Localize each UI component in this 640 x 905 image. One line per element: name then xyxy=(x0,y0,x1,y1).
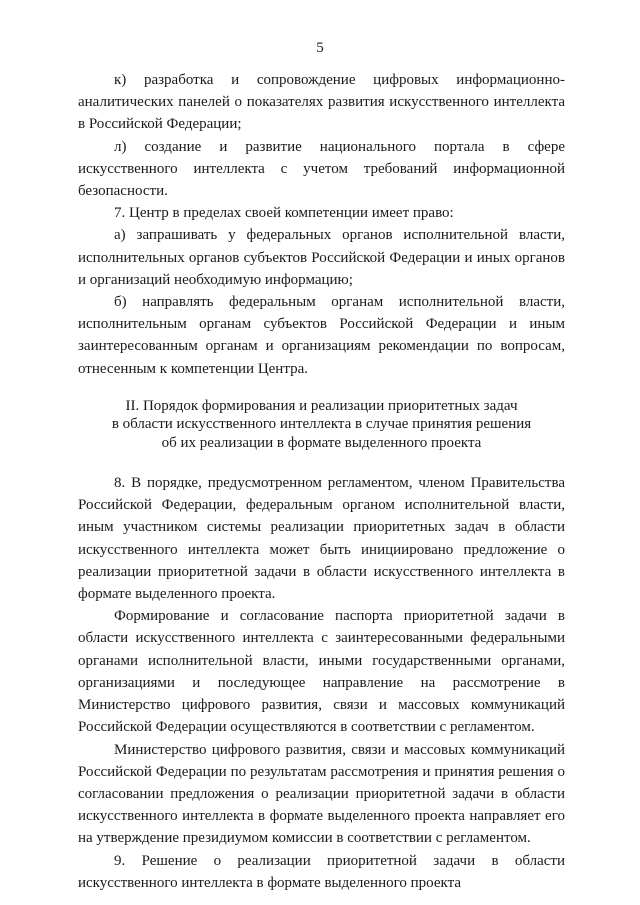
paragraph-k: к) разработка и сопровождение цифровых информационно-аналитических панелей о показателях развития искусственного интеллекта в Российской Федерации; xyxy=(78,72,565,133)
paragraph-ministry: Министерство цифрового развития, связи и массовых коммуникаций Российской Федерации по результатам рассмотрения и принятия решения о согласовании предложения о реализации приоритетной задачи в области искусственного интеллекта в формате выделенного проекта направляет его на утверждение президиумом комиссии в соответствии с регламентом. xyxy=(78,741,565,847)
paragraph-7b: б) направлять федеральным органам исполнительной власти, исполнительным органам субъектов Российской Федерации и иным заинтересованным органам и организациям рекомендации по вопросам, отнесенным к компетенции Центра. xyxy=(78,294,565,377)
section-heading-line-1: II. Порядок формирования и реализации приоритетных задач xyxy=(125,397,518,414)
paragraph-7: 7. Центр в пределах своей компетенции имеет право: xyxy=(114,205,454,222)
paragraph-passport: Формирование и согласование паспорта приоритетной задачи в области искусственного интеллекта с заинтересованными федеральными органами исполнительной власти, иными государственными органами, организациями и последующее направление на рассмотрение в Министерство цифрового развития, связи и массовых коммуникаций Российской Федерации осуществляются в соответствии с регламентом. xyxy=(78,608,565,736)
spacer xyxy=(78,380,565,397)
document-body xyxy=(78,69,565,894)
paragraph-8: 8. В порядке, предусмотренном регламентом, членом Правительства Российской Федерации, федеральным органом исполнительной власти, иным участником системы реализации приоритетных задач в области искусственного интеллекта может быть инициировано предложение о реализации приоритетной задачи в области искусственного интеллекта в формате выделенного проекта. xyxy=(78,475,565,603)
paragraph-l: л) создание и развитие национального портала в сфере искусственного интеллекта с учетом требований информационной безопасности. xyxy=(78,138,565,200)
paragraph-9: 9. Решение о реализации приоритетной задачи в области искусственного интеллекта в формате выделенного проекта xyxy=(78,852,565,891)
section-heading-line-2: в области искусственного интеллекта в случае принятия решения xyxy=(111,416,532,433)
page-number: 5 xyxy=(316,40,324,56)
paragraph-7a: а) запрашивать у федеральных органов исполнительной власти, исполнительных органов субъектов Российской Федерации и иных органов и организаций необходимую информацию; xyxy=(78,227,565,288)
section-heading xyxy=(78,397,565,452)
section-heading-line-3: об их реализации в формате выделенного проекта xyxy=(161,434,482,451)
spacer xyxy=(78,452,565,472)
